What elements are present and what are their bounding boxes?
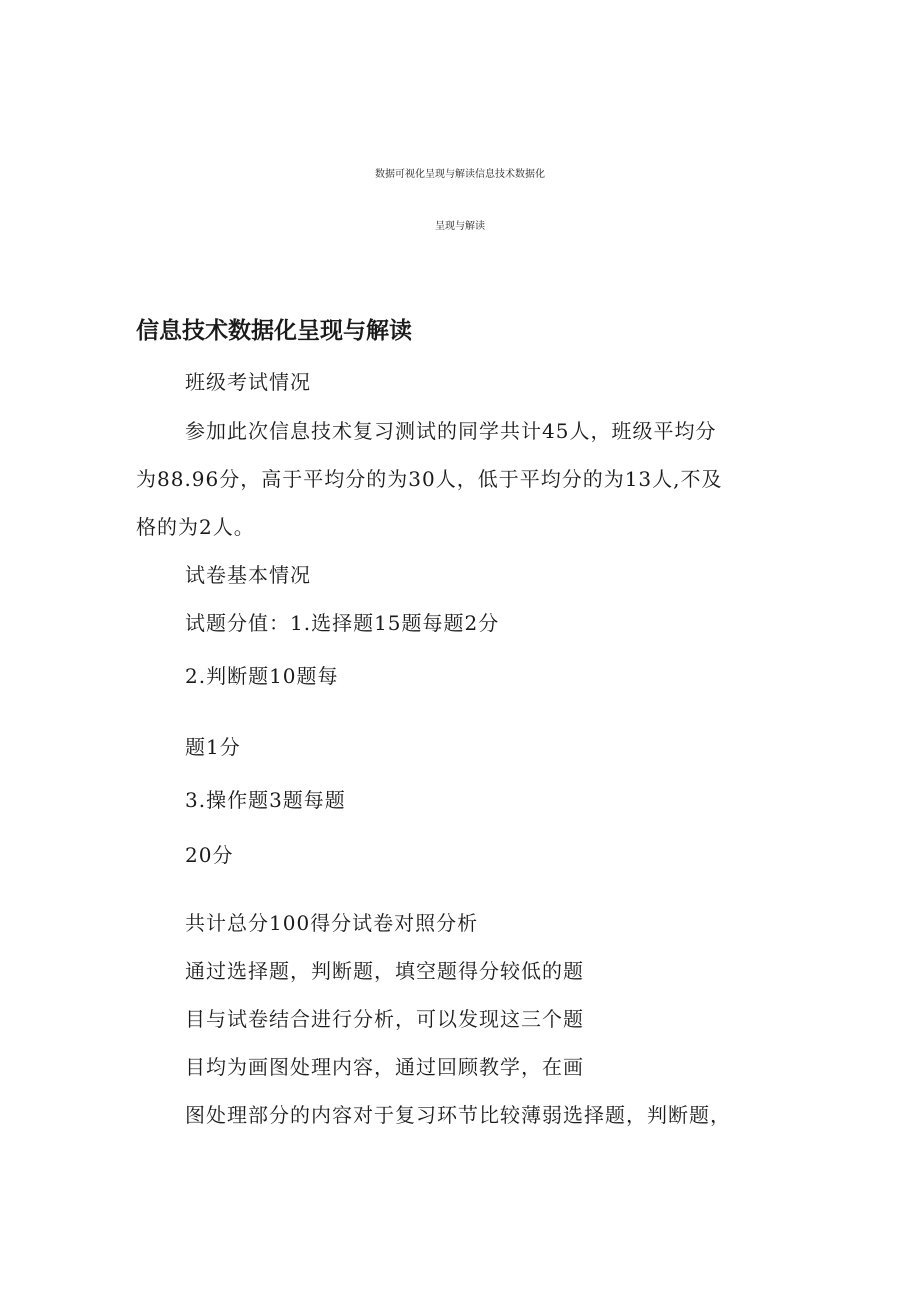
paragraph-line: 为88.96分，高于平均分的为30人，低于平均分的为13人,不及	[136, 467, 723, 491]
paragraph-line: 试题分值：1.选择题15题每题2分	[185, 611, 500, 635]
paragraph-line: 共计总分100得分试卷对照分析	[185, 911, 479, 935]
document-title-line-1: 数据可视化呈现与解读信息技术数据化	[375, 169, 545, 180]
paragraph-line: 20分	[185, 843, 234, 867]
paragraph-line: 2.判断题10题每	[185, 664, 339, 688]
paragraph-line: 3.操作题3题每题	[185, 788, 346, 812]
section-heading: 信息技术数据化呈现与解读	[136, 318, 412, 344]
document-title-line-2: 呈现与解读	[435, 221, 485, 232]
paragraph-line: 目与试卷结合进行分析，可以发现这三个题	[185, 1007, 584, 1031]
paragraph-paper-basics-heading: 试卷基本情况	[185, 563, 311, 587]
paragraph-line: 参加此次信息技术复习测试的同学共计45人，班级平均分	[185, 419, 717, 443]
paragraph-line: 目均为画图处理内容，通过回顾教学，在画	[185, 1055, 584, 1079]
paragraph-line: 题1分	[185, 735, 241, 759]
paragraph-line: 通过选择题，判断题，填空题得分较低的题	[185, 959, 584, 983]
paragraph-line: 格的为2人。	[136, 515, 255, 539]
paragraph-line: 图处理部分的内容对于复习环节比较薄弱选择题，判断题，	[185, 1103, 731, 1127]
paragraph-class-exam-heading: 班级考试情况	[185, 370, 311, 394]
